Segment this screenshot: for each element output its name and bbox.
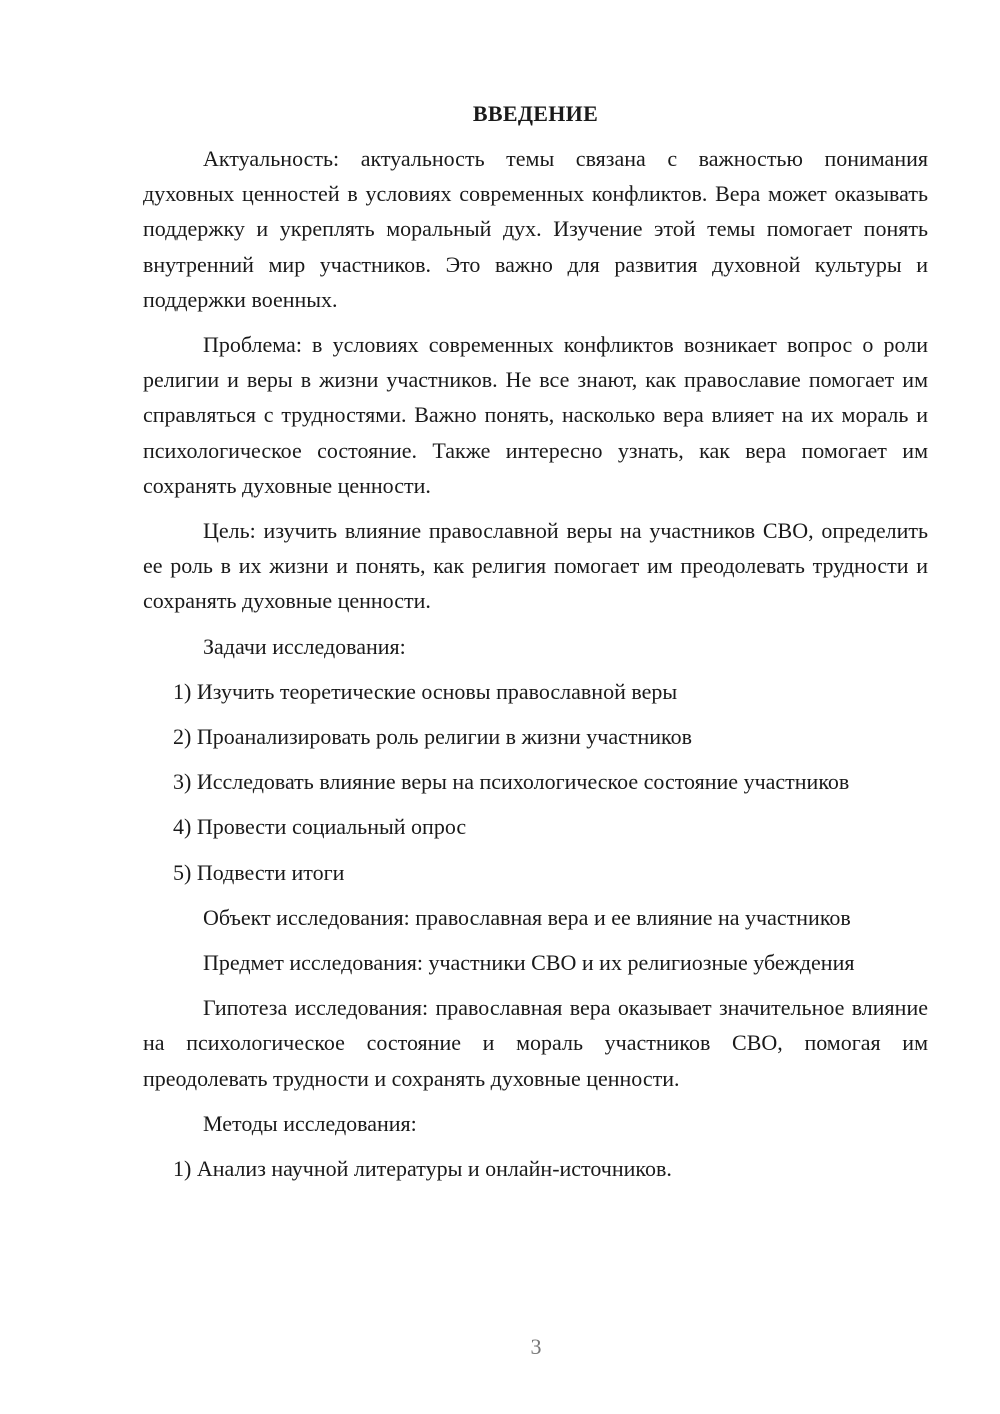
methods-title: Методы исследования:: [203, 1110, 417, 1136]
document-body: [143, 96, 928, 1196]
object-paragraph: Объект исследования: православная вера и ее влияние на участников: [203, 904, 851, 930]
page-number: 3: [530, 1334, 542, 1359]
problem-paragraph: Проблема: в условиях современных конфликтов возникает вопрос о роли религии и веры в жизни участников. Не все знают, как православие помогает им справляться с трудностями. Важно понять, насколько вера влияет на их мораль и психологическое состояние. Также интересно узнать, как вера помогает им сохранять духовные ценности.: [143, 332, 928, 498]
tasks-title: Задачи исследования:: [203, 633, 406, 659]
task-item: 4) Провести социальный опрос: [173, 814, 467, 840]
hypothesis-paragraph: Гипотеза исследования: православная вера оказывает значительное влияние на психологическое состояние и мораль участников СВО, помогая им преодолевать трудности и сохранять духовные ценности.: [143, 995, 928, 1091]
relevance-paragraph: Актуальность: актуальность темы связана с важностью понимания духовных ценностей в условиях современных конфликтов. Вера может оказывать поддержку и укреплять моральный дух. Изучение этой темы помогает понять внутренний мир участников. Это важно для развития духовной культуры и поддержки военных.: [143, 146, 928, 312]
goal-paragraph: Цель: изучить влияние православной веры на участников СВО, определить ее роль в их жизни и понять, как религия помогает им преодолевать трудности и сохранять духовные ценности.: [143, 518, 928, 614]
method-item: 1) Анализ научной литературы и онлайн-источников.: [173, 1156, 672, 1182]
task-item: 2) Проанализировать роль религии в жизни участников: [173, 724, 692, 750]
task-item: 5) Подвести итоги: [173, 859, 345, 885]
subject-paragraph: Предмет исследования: участники СВО и их религиозные убеждения: [203, 950, 855, 976]
task-item: 3) Исследовать влияние веры на психологическое состояние участников: [173, 769, 850, 795]
section-heading: ВВЕДЕНИЕ: [472, 101, 599, 126]
task-item: 1) Изучить теоретические основы православной веры: [173, 678, 678, 704]
